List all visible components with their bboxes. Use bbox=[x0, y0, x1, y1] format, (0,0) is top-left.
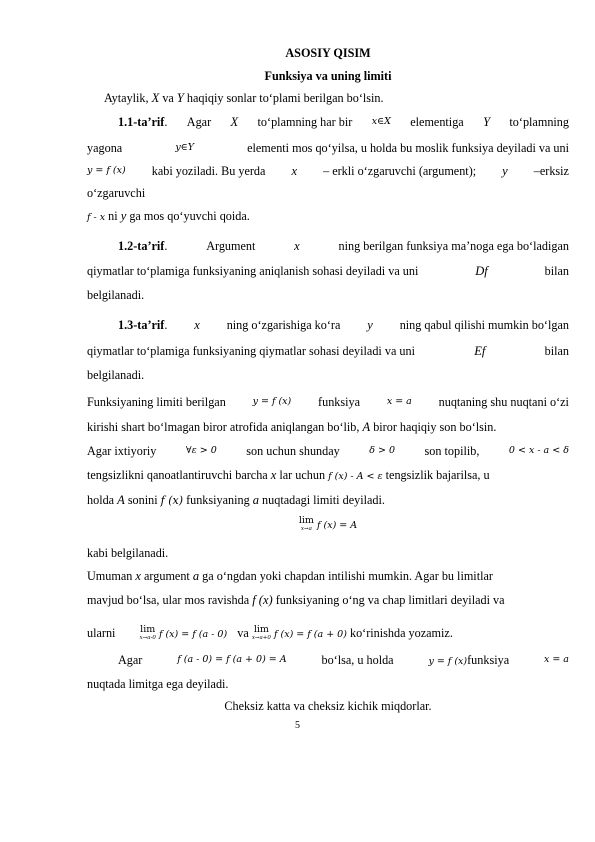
def3-line2: qiymatlar to‘plamiga funksiyaning qiymatlar sohasi deyiladi va uni Ef bilan bbox=[87, 344, 569, 358]
onesided-line2: mavjud bo‘lsa, ular mos ravishda f (x) funksiyaning o‘ng va chap limitlari deyiladi va bbox=[87, 593, 505, 607]
def1-line2: yagona y∈Y elementi mos qo‘yilsa, u holda bu moslik funksiya deyiladi va uni bbox=[87, 141, 569, 155]
def2-line3: belgilanadi. bbox=[87, 288, 145, 302]
def1-line5: f - x ni y ga mos qo‘yuvchi qoida. bbox=[87, 209, 250, 223]
def3-line3: belgilanadi. bbox=[87, 368, 145, 382]
def3-label: 1.3-ta’rif bbox=[118, 318, 165, 332]
onesided-line1: Umuman x argument a ga o‘ngdan yoki chapdan intilishi mumkin. Agar bu limitlar bbox=[87, 569, 493, 583]
limit-line2: kirishi shart bo‘lmagan biror atrofida aniqlangan bo‘lib, A biror haqiqiy son bo‘lsin. bbox=[87, 420, 497, 434]
onesided-line5: nuqtada limitga ega deyiladi. bbox=[87, 677, 229, 691]
def3-line1: 1.3-ta’rif. x ning o‘zgarishiga ko‘ra y ning qabul qilishi mumkin bo‘lgan bbox=[118, 318, 569, 332]
limit-line5: holda A sonini f (x) funksiyaning a nuqtadagi limiti deyiladi. bbox=[87, 493, 385, 507]
def1-line4: o‘zgaruvchi bbox=[87, 186, 146, 200]
limit-line1: Funksiyaning limiti berilgan y = f (x) funksiya x = a nuqtaning shu nuqtani o‘zi bbox=[87, 395, 569, 409]
def1-line1: 1.1-ta’rif. Agar X to‘plamning har bir x∈X elementiga Y to‘plamning bbox=[118, 115, 569, 129]
next-section-heading: Cheksiz katta va cheksiz kichik miqdorlar. bbox=[224, 699, 432, 713]
onesided-line4: Agar f (a - 0) = f (a + 0) = A bo‘lsa, u holda y = f (x)funksiya x = a bbox=[118, 653, 569, 667]
limit-line3: Agar ixtiyoriy ∀ε > 0 son uchun shunday δ > 0 son topilib, 0 < x - a < δ bbox=[87, 444, 569, 458]
page-title: Funksiya va uning limiti bbox=[264, 69, 392, 83]
math-X: X bbox=[151, 91, 160, 105]
math-Y: Y bbox=[176, 91, 184, 105]
def2-line2: qiymatlar to‘plamiga funksiyaning aniqlanish sohasi deyiladi va uni Df bilan bbox=[87, 264, 569, 278]
def2-line1: 1.2-ta’rif. Argument x ning berilgan funksiya ma’noga ega bo‘ladigan bbox=[118, 239, 569, 253]
intro-paragraph: Aytaylik, X va Y haqiqiy sonlar to‘plami berilgan bo‘lsin. bbox=[104, 91, 384, 105]
page-number: 5 bbox=[295, 720, 300, 731]
def1-line3: y = f (x) kabi yoziladi. Bu yerda x – erkli o‘zgaruvchi (argument); y –erksiz bbox=[87, 164, 569, 178]
limit-line4: tengsizlikni qanoatlantiruvchi barcha x lar uchun f (x) - A < ε tengsizlik bajarilsa, u bbox=[87, 468, 490, 482]
def1-label: 1.1-ta’rif bbox=[118, 115, 165, 129]
limit-formula: lim x→a f (x) = A bbox=[298, 515, 358, 533]
section-heading: ASOSIY QISIM bbox=[285, 46, 371, 60]
def2-label: 1.2-ta’rif bbox=[118, 239, 165, 253]
onesided-line3: ularni lim x→a-0 f (x) = f (a - 0) va lim x→a+0 f (x) = f (a + 0) ko‘rinishda yozamiz. bbox=[87, 624, 453, 642]
limit-line6: kabi belgilanadi. bbox=[87, 546, 169, 560]
